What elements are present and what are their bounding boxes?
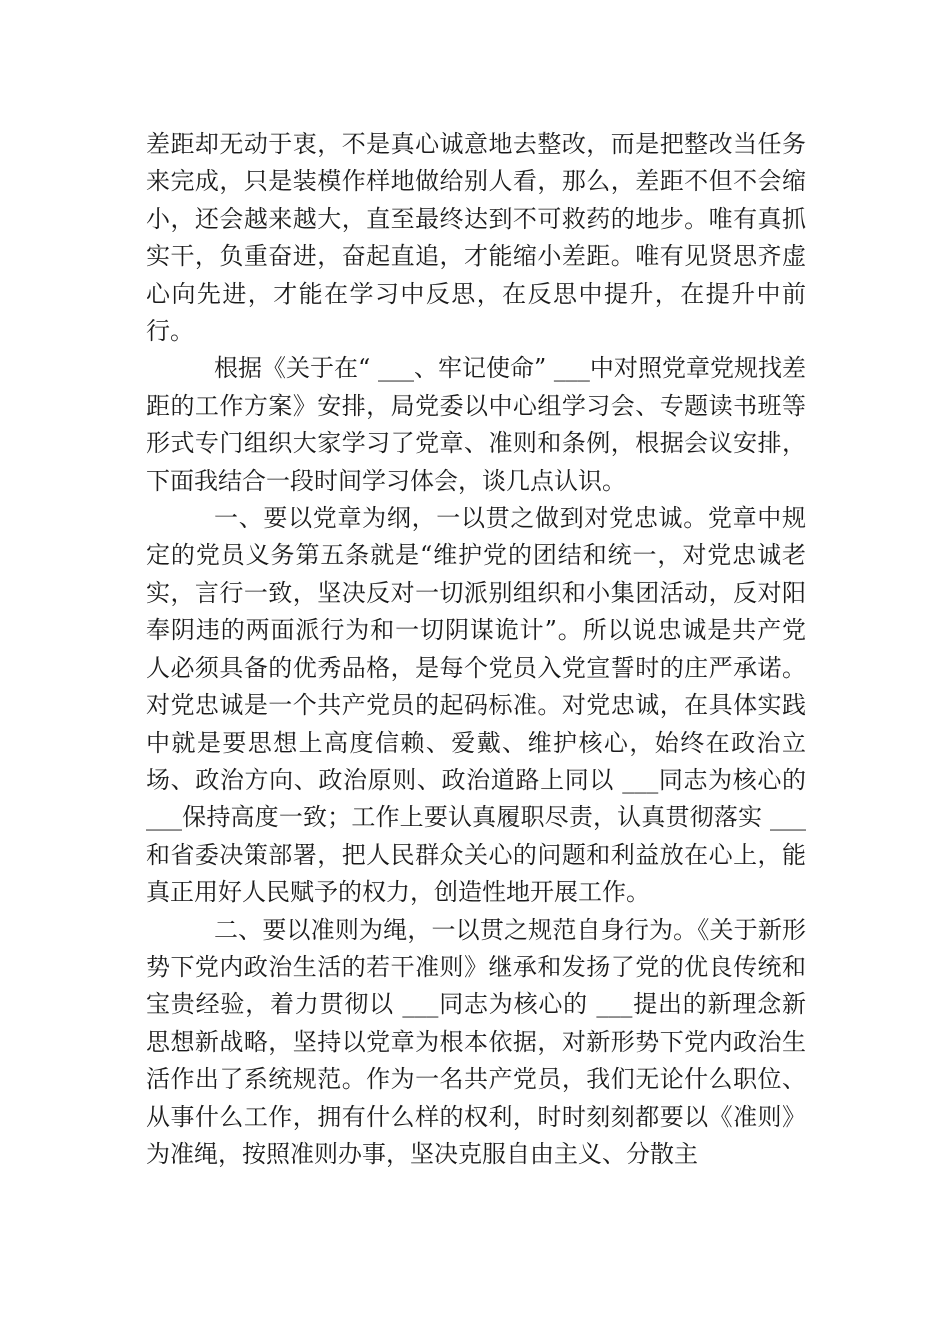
paragraph-2: 根据《关于在“ ___、牢记使命” ___中对照党章党规找差距的工作方案》安排，局党委以中心组学习会、专题读书班等形式专门组织大家学习了党章、准则和条例，根据会议安排，下面我结合一段时间学习体会，谈几点认识。 xyxy=(146,354,806,495)
paragraph-3: 一、要以党章为纲，一以贯之做到对党忠诚。党章中规定的党员义务第五条就是“维护党的团结和统一，对党忠诚老实，言行一致，坚决反对一切派别组织和小集团活动，反对阳奉阴违的两面派行为和一切阴谋诡计”。所以说忠诚是共产党人必须具备的优秀品格，是每个党员入党宣誓时的庄严承诺。对党忠诚是一个共产党员的起码标准。对党忠诚，在具体实践中就是要思想上高度信赖、爱戴、维护核心，始终在政治立场、政治方向、政治原则、政治道路上同以 ___同志为核心的 ___保持高度一致；工作上要认真履职尽责，认真贯彻落实 ___和省委决策部署，把人民群众关心的问题和利益放在心上，能真正用好人民赋予的权力，创造性地开展工作。 xyxy=(146,504,806,907)
paragraph-1: 差距却无动于衷，不是真心诚意地去整改，而是把整改当任务来完成，只是装模作样地做给别人看，那么，差距不但不会缩小，还会越来越大，直至最终达到不可救药的地步。唯有真抓实干，负重奋进，奋起直追，才能缩小差距。唯有见贤思齐虚心向先进，才能在学习中反思，在反思中提升，在提升中前行。 xyxy=(146,130,806,346)
paragraph-4: 二、要以准则为绳，一以贯之规范自身行为。《关于新形势下党内政治生活的若干准则》继承和发扬了党的优良传统和宝贵经验，着力贯彻以 ___同志为核心的 ___提出的新理念新思想新战略，坚持以党章为根本依据，对新形势下党内政治生活作出了系统规范。作为一名共产党员，我们无论什么职位、从事什么工作，拥有什么样的权利，时时刻刻都要以《准则》为准绳，按照准则办事，坚决克服自由主义、分散主 xyxy=(146,915,806,1168)
document-body xyxy=(146,126,806,1173)
